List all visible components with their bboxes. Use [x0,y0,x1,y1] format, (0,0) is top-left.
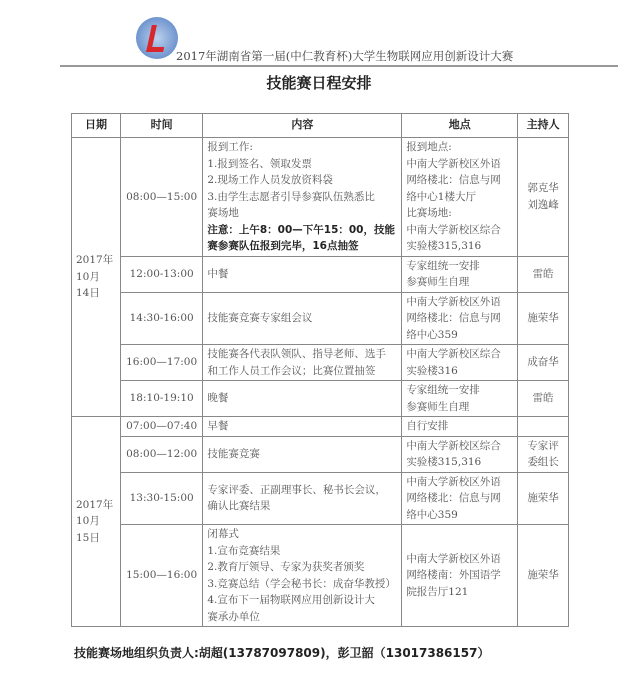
content-cell [203,256,402,292]
text-line: 中南大学新校区综合 [406,439,501,452]
content-cell [203,381,402,417]
host-cell [518,525,569,627]
text-line: 络中心359 [406,328,458,341]
text-line: 早餐 [207,420,229,432]
host-cell [518,381,569,417]
text-line: 报到工作: [207,141,253,153]
column-header-time: 时间 [120,114,202,138]
text-line: 注意：上午8：00—下午15：00，技能 [207,223,395,236]
location-cell [402,472,518,525]
host-cell [518,436,569,472]
text-line: 施荣华 [527,312,559,324]
text-line: 报到地点: [406,141,452,153]
text-line: 中南大学新校区综合 [406,348,501,360]
location-cell [402,436,518,472]
text-line: 郭克华 [527,182,559,195]
host-cell [518,345,569,381]
time-cell: 18:10-19:10 [120,381,202,417]
text-line: 3.由学生志愿者引导参赛队伍熟悉比 [207,190,375,203]
host-cell [518,417,569,437]
time-cell: 12:00-13:00 [120,256,202,292]
text-line: 3.竞赛总结（学会秘书长：成奋华教授） [207,577,396,590]
table-row [72,436,569,472]
text-line: 赛场地 [207,207,239,219]
text-line: 14日 [76,287,100,300]
table-row [72,345,569,381]
content-cell [203,417,402,437]
text-line: 施荣华 [527,569,559,582]
text-line: 专家组统一安排 [406,259,480,272]
content-cell [203,436,402,472]
host-cell [518,256,569,292]
text-line: 中南大学新校区外语 [406,552,501,565]
text-line: 中南大学新校区综合 [406,223,501,236]
table-row [72,472,569,525]
content-cell [203,138,402,257]
date-cell [72,417,121,627]
text-line: 10月 [76,515,100,528]
text-line: 2017年 [76,498,114,511]
time-cell: 15:00—16:00 [120,525,202,627]
table-row [72,417,569,437]
text-line: 1.报到签名、领取发票 [207,157,312,170]
location-cell [402,525,518,627]
content-cell [203,472,402,525]
column-header-host: 主持人 [518,114,569,138]
host-cell [518,472,569,525]
text-line: 2017年 [76,254,114,267]
text-line: 闭幕式 [207,528,239,540]
page-title: 技能赛日程安排 [266,74,372,92]
location-cell [402,138,518,257]
text-line: 委组长 [527,456,559,468]
text-line: 中南大学新校区外语 [406,295,501,308]
text-line: 技能赛各代表队领队、指导老师、选手 [207,348,386,360]
text-line: 晚餐 [207,392,229,405]
text-line: 4.宣布下一届物联网应用创新设计大 [207,594,375,606]
text-line: 赛参赛队伍报到完毕，16点抽签 [207,240,359,252]
text-line: 网络楼南：外国语学 [406,569,501,582]
text-line: 网络楼北：信息与网 [406,174,501,186]
location-cell [402,381,518,417]
text-line: 中南大学新校区外语 [406,157,501,170]
text-line: 中餐 [207,267,229,280]
text-line: 自行安排 [406,420,449,432]
content-cell [203,525,402,627]
text-line: 15日 [76,531,100,544]
text-line: 院报告厅121 [406,585,469,598]
text-line: 成奋华 [527,356,559,369]
host-cell [518,138,569,257]
text-line: 专家评委、正副理事长、秘书长会议， [207,483,386,496]
text-line: 专家组统一安排 [406,384,480,396]
time-cell: 14:30-16:00 [120,292,202,345]
text-line: 施荣华 [527,492,559,504]
content-cell [203,292,402,345]
text-line: 1.宣布竞赛结果 [207,544,281,557]
header-divider [60,65,618,67]
table-header-row [72,114,569,138]
location-cell [402,256,518,292]
location-cell [402,345,518,381]
text-line: 网络楼北：信息与网 [406,492,501,504]
text-line: 实验楼315,316 [406,240,482,252]
text-line: 比赛场地: [406,207,452,219]
content-cell [203,345,402,381]
text-line: 雷皓 [532,392,554,405]
text-line: 2.现场工作人员发放资料袋 [207,174,333,186]
schedule-table [71,113,569,627]
table-row [72,525,569,627]
text-line: 确认比赛结果 [207,500,271,513]
text-line: 实验楼315,316 [406,456,482,468]
column-header-content: 内容 [203,114,402,138]
text-line: 雷皓 [532,267,554,280]
text-line: 中南大学新校区外语 [406,475,501,488]
table-row [72,138,569,257]
text-line: 刘逸峰 [527,198,559,211]
text-line: 专家评 [527,439,559,452]
text-line: 技能赛竞赛 [207,447,260,460]
text-line: 10月 [76,270,100,283]
host-cell [518,292,569,345]
competition-logo [136,17,178,59]
contact-footer: 技能赛场地组织负责人:胡超(13787097809)，彭卫韶（13017386157） [74,646,490,660]
event-title: 2017年湖南省第一届(中仁教育杯)大学生物联网应用创新设计大赛 [176,49,514,63]
text-line: 络中心359 [406,508,458,521]
location-cell [402,417,518,437]
text-line: 实验楼316 [406,364,458,377]
text-line: 和工作人员工作会议；比赛位置抽签 [207,364,376,377]
time-cell: 13:30-15:00 [120,472,202,525]
column-header-date: 日期 [72,114,121,138]
location-cell [402,292,518,345]
date-cell [72,138,121,417]
text-line: 参赛师生自理 [406,276,470,288]
table-row [72,381,569,417]
time-cell: 07:00—07:40 [120,417,202,437]
table-row [72,292,569,345]
table-row [72,256,569,292]
column-header-location: 地点 [402,114,518,138]
time-cell: 08:00—12:00 [120,436,202,472]
time-cell: 08:00—15:00 [120,138,202,257]
text-line: 参赛师生自理 [406,400,470,413]
text-line: 网络楼北：信息与网 [406,312,501,324]
text-line: 2.教育厅领导、专家为获奖者颁奖 [207,561,365,573]
text-line: 络中心1楼大厅 [406,190,476,203]
text-line: 技能赛竞赛专家组会议 [207,312,313,324]
text-line: 赛承办单位 [207,610,260,623]
time-cell: 16:00—17:00 [120,345,202,381]
